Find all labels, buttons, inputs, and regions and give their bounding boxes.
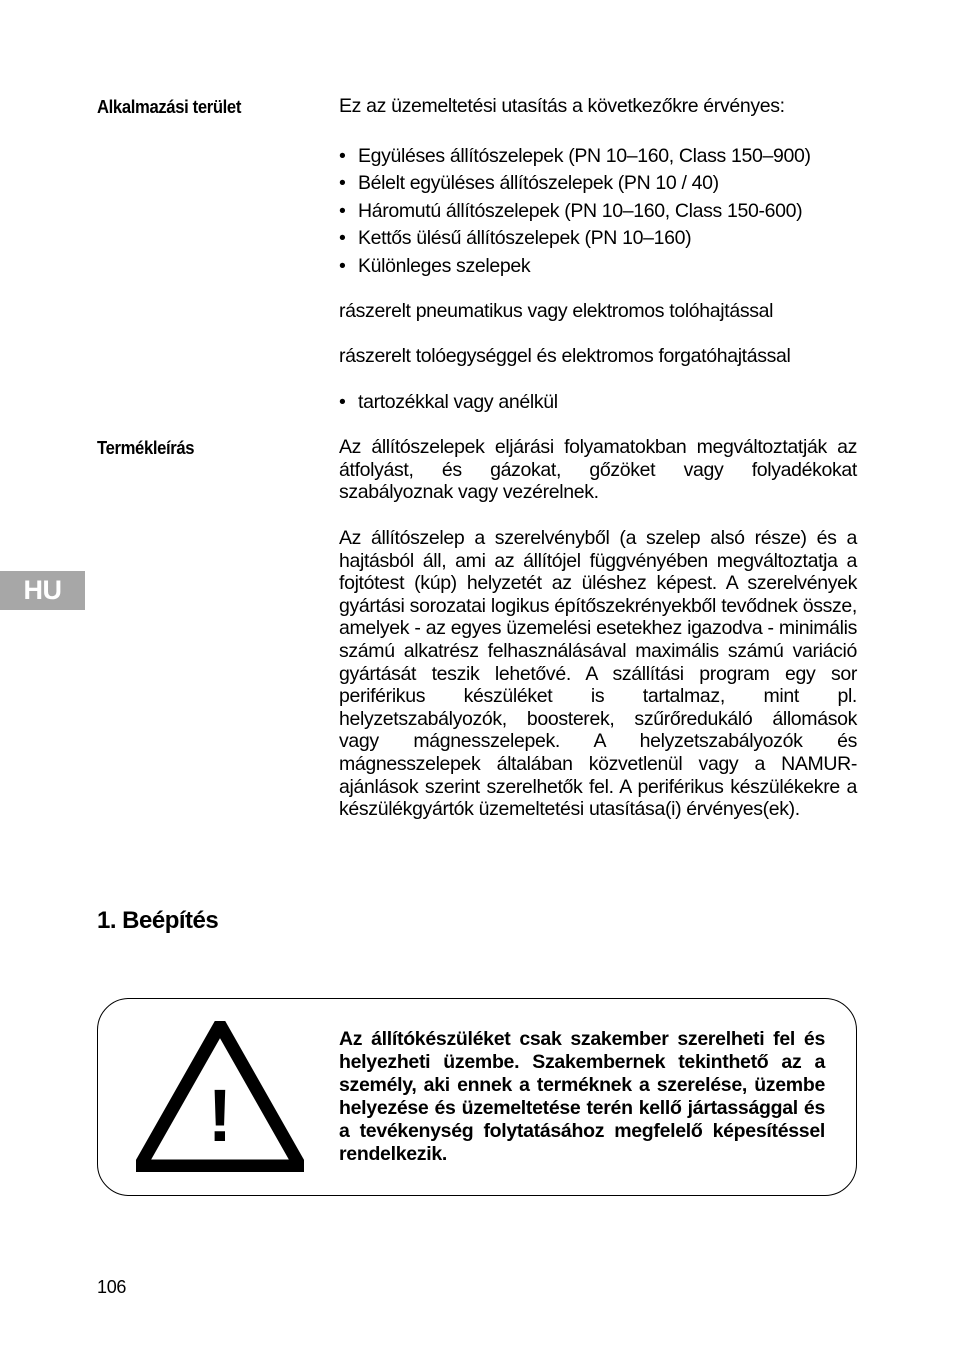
exclamation-mark: ! <box>207 1074 233 1157</box>
scope-label: Alkalmazási terület <box>97 96 242 117</box>
scope-intro-block <box>339 95 857 118</box>
list-item: • Együléses állítószelepek (PN 10–160, Class 150–900) <box>339 143 857 170</box>
list-item: • tartozékkal vagy anélkül <box>339 389 857 416</box>
bullet-icon: • <box>339 391 346 413</box>
rotary-actuator-line: rászerelt tolóegységgel és elektromos forgatóhajtással <box>339 345 791 367</box>
list-item: • Bélelt együléses állítószelepek (PN 10 / 40) <box>339 170 857 197</box>
product-paragraph-1-block <box>339 436 857 504</box>
bullet-icon: • <box>339 199 346 222</box>
language-tab: HU <box>0 571 85 610</box>
accessory-list <box>339 389 857 416</box>
pneumatic-actuator-line: rászerelt pneumatikus vagy elektromos tolóhajtással <box>339 300 774 322</box>
warning-triangle-icon <box>136 1021 304 1172</box>
bullet-icon: • <box>339 254 346 277</box>
bullet-icon: • <box>339 227 346 250</box>
product-paragraph-2: Az állítószelep a szerelvényből (a szelep alsó része) és a hajtásból áll, ami az állítójel függvényében megváltoztatja a fojtótest (kúp) helyzetét az üléshez képest. A szerelvények gyártási sorozatai logikus építőszekrényekből tevődnek össze, amelyek - az egyes üzemelési esetekhez igazodva - minimális számú alkatrész felhasználásával maximális számú variáció gyártását teszik lehetővé. A szállítási program egy sor periférikus készüléket is tartalmaz, mint pl. helyzetszabályozók, boosterek, szűrőredukáló állomások vagy mágnesszelepek. A helyzetszabályozók és mágnesszelepek általában közvetlenül vagy a NAMUR-ajánlások szerint szerelhetők fel. A periférikus készülékekre a készülékgyártók üzemeltetési utasítása(i) érvényes(ek). <box>339 527 857 821</box>
product-paragraph-1: Az állítószelepek eljárási folyamatokban megváltoztatják az átfolyást, és gázokat, gőzöket vagy folyadékokat szabályoznak vagy vezérelnek. <box>339 436 857 504</box>
section-heading: 1. Beépítés <box>97 907 219 934</box>
page-number: 106 <box>97 1277 127 1297</box>
valve-type-list <box>339 143 857 280</box>
bullet-icon: • <box>339 145 346 167</box>
rotary-line-block <box>339 345 857 368</box>
bullet-icon: • <box>339 172 346 195</box>
list-item: • Különleges szelepek <box>339 253 857 280</box>
product-paragraph-2-block <box>339 527 857 821</box>
product-label: Termékleírás <box>97 437 195 458</box>
pneumatic-line-block <box>339 300 857 323</box>
scope-intro: Ez az üzemeltetési utasítás a következőkre érvényes: <box>339 95 785 117</box>
scope-bullet-block <box>339 143 857 280</box>
list-item: • Kettős ülésű állítószelepek (PN 10–160) <box>339 225 857 252</box>
list-item: • Háromutú állítószelepek (PN 10–160, Class 150-600) <box>339 198 857 225</box>
warning-text: Az állítókészüléket csak szakember szerelheti fel és helyezheti üzembe. Szakembernek tekinthető az a személy, aki ennek a terméknek a szerelése, üzembe helyezése és üzemeltetése terén kellő jártassággal és a tevékenység folytatásához megfelelő képesítéssel rendelkezik. <box>339 1028 825 1165</box>
accessory-block <box>339 389 857 416</box>
